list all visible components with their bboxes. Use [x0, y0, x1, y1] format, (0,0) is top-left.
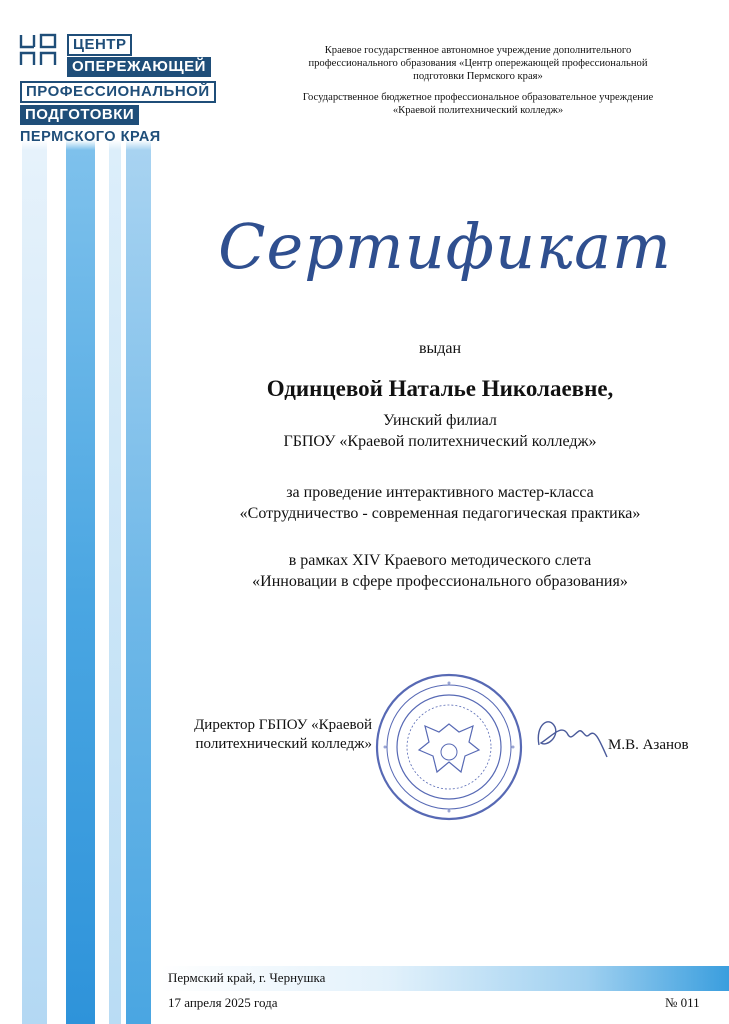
logo-text-line-4: ПОДГОТОВКИ: [20, 105, 139, 125]
issuer-org-1: Краевое государственное автономное учреждение дополнительного профессионального образования «Центр опережающей профессиональной подготовки Пермского края»: [308, 45, 648, 82]
decor-stripe-2: [66, 0, 95, 1024]
issuer-org-2: Государственное бюджетное профессиональное образовательное учреждение «Краевой политехнический колледж»: [302, 92, 654, 116]
handwritten-signature-icon: [527, 705, 617, 765]
logo-text-line-3: ПРОФЕССИОНАЛЬНОЙ: [20, 81, 216, 103]
issue-place: Пермский край, г. Чернушка: [168, 970, 326, 985]
copp-logo: [18, 32, 238, 144]
event-description: в рамках XIV Краевого методического слета «Инновации в сфере профессионального образования»: [252, 552, 628, 590]
issued-label: выдан: [418, 340, 462, 357]
recipient-branch: Уинский филиал ГБПОУ «Краевой политехнический колледж»: [283, 412, 597, 450]
certificate-number: № 011: [665, 995, 700, 1010]
signer-name: М.В. Азанов: [608, 737, 689, 753]
logo-text-line-1: ЦЕНТР: [67, 34, 132, 56]
copp-logo-mark-icon: [18, 32, 60, 68]
signer-position: Директор ГБПОУ «Краевой политехнический колледж»: [194, 717, 372, 752]
logo-text-line-5: ПЕРМСКОГО КРАЯ: [20, 129, 161, 145]
official-seal-icon: [374, 672, 524, 822]
certificate-title: Сертификат: [218, 210, 672, 283]
award-reason: за проведение интерактивного мастер-класса «Сотрудничество - современная педагогическая практика»: [239, 484, 641, 522]
logo-text-line-2: ОПЕРЕЖАЮЩЕЙ: [67, 57, 211, 77]
issue-date: 17 апреля 2025 года: [168, 995, 278, 1010]
issuer-header: [248, 44, 708, 117]
decor-stripe-1: [22, 0, 47, 1024]
decor-stripe-4: [126, 0, 151, 1024]
decor-stripe-3: [109, 0, 121, 1024]
recipient-name: Одинцевой Наталье Николаевне,: [266, 376, 614, 401]
